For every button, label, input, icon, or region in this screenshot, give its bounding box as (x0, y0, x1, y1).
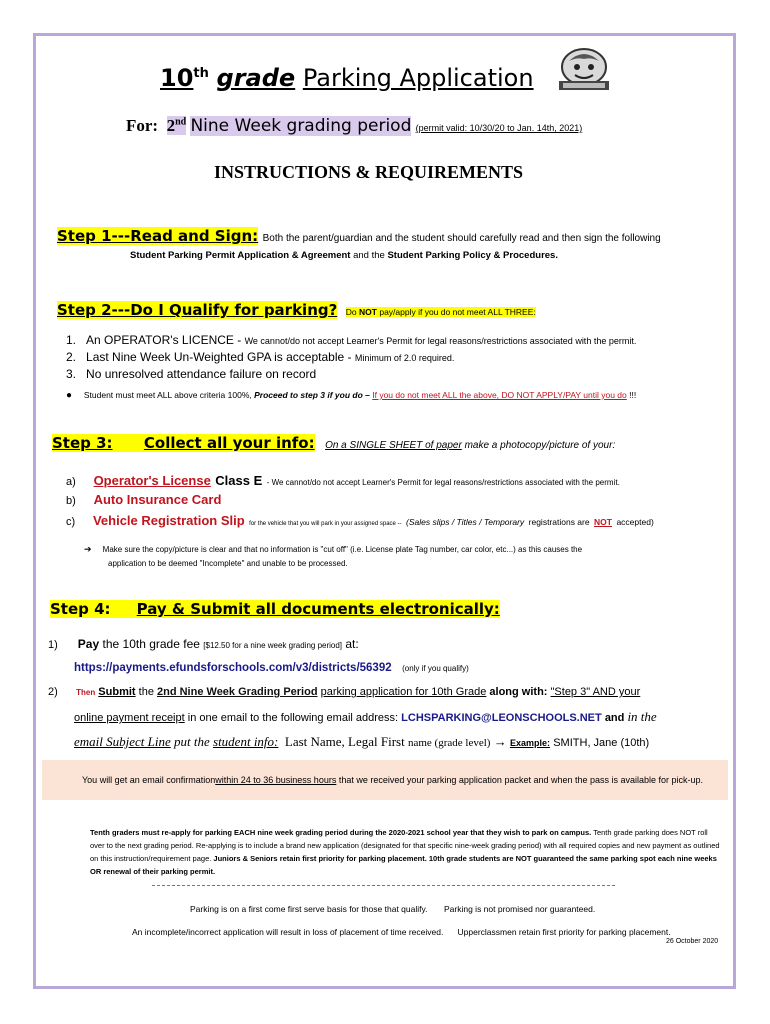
step-2-label: Step 2---Do I Qualify for parking? (57, 301, 338, 319)
list-item: b) Auto Insurance Card (66, 492, 222, 507)
page-title: 10th grade Parking Application (160, 64, 534, 92)
step-3-line: Step 3: Collect all your info: On a SINGLE SHEET of paper make a photocopy/picture of your: (52, 434, 616, 452)
step-4-label: Step 4: Pay & Submit all documents electronically: (50, 600, 500, 618)
school-mascot-logo (555, 45, 613, 93)
email-address-link[interactable]: LCHSPARKING@LEONSCHOOLS.NET (401, 712, 602, 724)
step-2-note: Do NOT pay/apply if you do not meet ALL THREE: (345, 307, 536, 317)
list-item: a) Operator's License Class E - We cannot/do not accept Learner's Permit for legal reasons/restrictions associated with the permit. (66, 473, 620, 488)
list-item: 3. No unresolved attendance failure on record (66, 367, 317, 381)
revision-date: 26 October 2020 (666, 938, 719, 945)
list-item: 2. Last Nine Week Un-Weighted GPA is acceptable - Minimum of 2.0 required. (66, 350, 455, 364)
list-item: 1. An OPERATOR's LICENCE - We cannot/do not accept Learner's Permit for legal reasons/restrictions associated with the permit. (66, 333, 637, 347)
list-item: c) Vehicle Registration Slip for the vehicle that you will park in your assigned space -- (Sales slips / Titles / Temporary registrations are NOT accepted) (66, 513, 654, 528)
divider (152, 885, 615, 886)
arrow-note: ➔ Make sure the copy/picture is clear and that no information is "cut off" (i.e. License plate Tag number, car color, etc...) as this causes the application to be deemed "Incomplete" and unable to be processed. (84, 544, 583, 568)
pay-line: 1) Pay the 10th grade fee [$12.50 for a nine week grading period] at: (48, 637, 359, 651)
submit-line: 2) Then Submit the 2nd Nine Week Grading Period parking application for 10th Grade along with: "Step 3" AND your (48, 686, 641, 698)
footer-line-2: An incomplete/incorrect application will result in loss of placement of time received. Upperclassmen retain first priority for parking placement. (132, 927, 671, 937)
criteria-bullet: ● Student must meet ALL above criteria 100%, Proceed to step 3 if you do – If you do not meet ALL the above, DO NOT APPLY/PAY until you do !!! (66, 390, 637, 401)
step-1-line: Step 1---Read and Sign: Both the parent/guardian and the student should carefully read and then sign the following (57, 227, 661, 245)
payment-link-line: https://payments.efundsforschools.com/v3/districts/56392 (only if you qualify) (74, 662, 469, 674)
arrow-right-icon: ➔ (84, 544, 92, 554)
footer-line-1: Parking is on a first come first serve basis for those that qualify. Parking is not promised nor guaranteed. (190, 904, 596, 914)
step-1-docs: Student Parking Permit Application & Agreement and the Student Parking Policy & Procedures. (130, 250, 558, 261)
period-highlight: 2nd (166, 116, 187, 135)
email-line: online payment receipt in one email to the following email address: LCHSPARKING@LEONSCHOOLS.NET and in the (74, 709, 657, 724)
renewal-note: Tenth graders must re-apply for parking EACH nine week grading period during the 2020-2021 school year that they wish to park on campus. Tenth grade parking does NOT roll over to the next grading period. Re-applying is to include a brand new application (designated for that specific nine-week grading period) with all required copies and new payment as outlined on this instruction/requirement page. Juniors & Seniors retain first priority for parking placement. 10th grade students are NOT guaranteed the same parking spot each nine weeks OR renewal of their parking permit. (90, 828, 720, 876)
grading-period-line: For: 2nd Nine Week grading period (permit valid: 10/30/20 to Jan. 14th, 2021) (126, 116, 583, 136)
step-1-label: Step 1---Read and Sign: (57, 227, 259, 245)
step-4-line (50, 600, 500, 619)
arrow-right-icon: → (493, 734, 507, 749)
step-3-label: Step 3: Collect all your info: (52, 434, 315, 452)
subject-line: email Subject Line put the student info: Last Name, Legal First name (grade level) → Example: SMITH, Jane (10th) (74, 734, 650, 749)
payment-url-link[interactable]: https://payments.efundsforschools.com/v3/districts/56392 (74, 662, 392, 674)
instructions-heading: INSTRUCTIONS & REQUIREMENTS (214, 162, 524, 182)
step-2-line (57, 301, 536, 320)
confirmation-text: You will get an email confirmationwithin 24 to 36 business hours that we received your parking application packet and when the pass is available for pick-up. (82, 775, 704, 785)
